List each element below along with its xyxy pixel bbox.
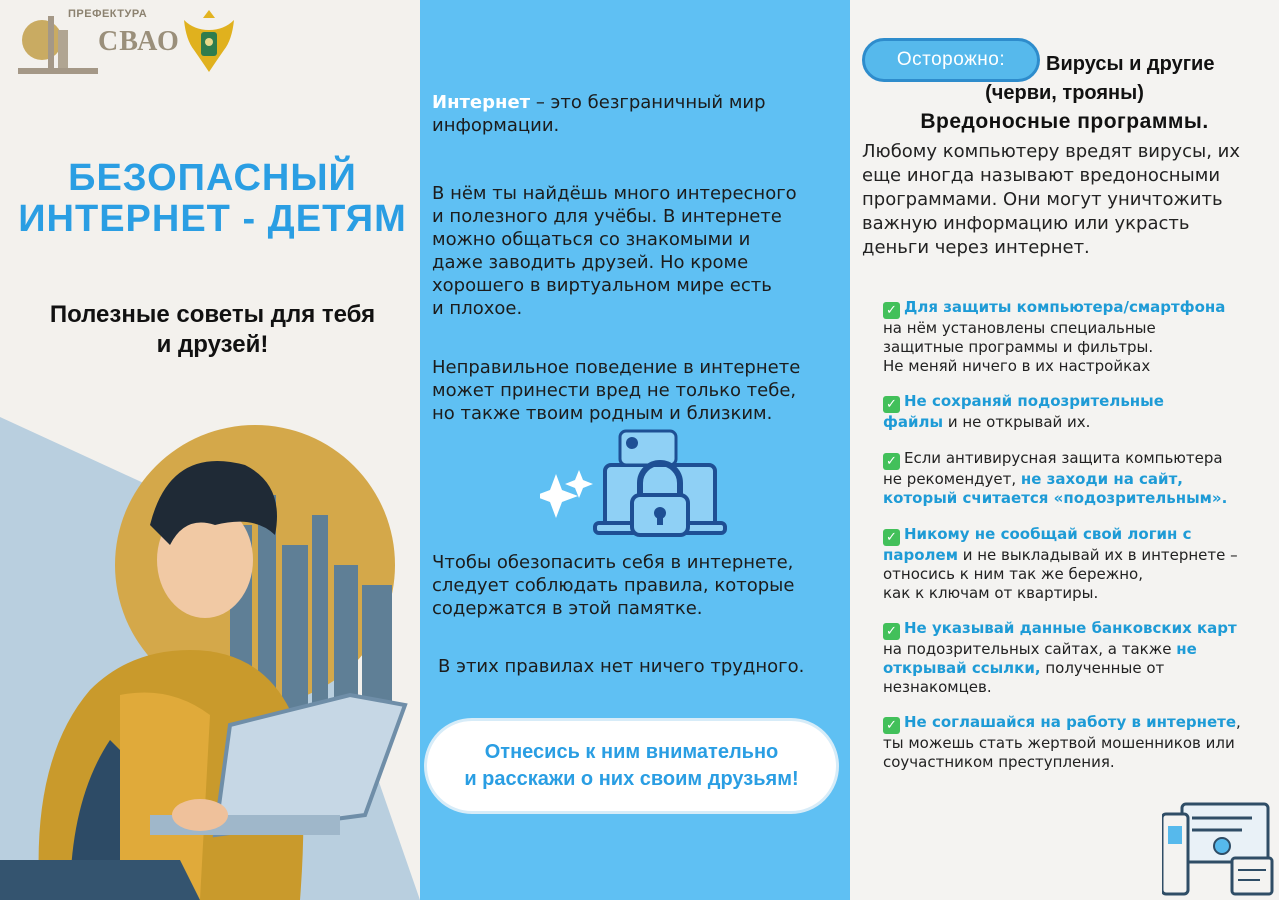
checkmark-icon: ✓: [883, 717, 900, 734]
tip-line: соучастником преступления.: [883, 753, 1115, 771]
tip-line: незнакомцев.: [883, 678, 992, 696]
main-title-line1: БЕЗОПАСНЫЙ: [68, 157, 357, 199]
checkmark-icon: ✓: [883, 396, 900, 413]
paragraph-harm: [432, 356, 837, 425]
tip-highlight: файлы: [883, 413, 944, 431]
tip-line: на нём установлены специальные: [883, 319, 1156, 337]
paragraph-line: следует соблюдать правила, которые: [432, 575, 795, 596]
tip-highlight: Никому не сообщай свой логин с: [904, 525, 1192, 543]
paragraph-line: можно общаться со знакомыми и: [432, 229, 751, 250]
middle-panel: [420, 0, 850, 900]
padlock-security-icon: [540, 425, 740, 540]
left-panel: [0, 0, 420, 900]
caution-badge: Осторожно:: [862, 38, 1040, 82]
heading-worms-trojans: (черви, трояны): [985, 82, 1144, 104]
paragraph-line: Чтобы обезопасить себя в интернете,: [432, 552, 794, 573]
heading-malware: Вредоносные программы.: [920, 110, 1209, 133]
internet-term: Интернет: [432, 92, 531, 113]
intro-line: еще иногда называют вредоносными: [862, 165, 1221, 186]
tip-highlight: паролем: [883, 546, 958, 564]
subtitle-line1: Полезные советы для тебя: [49, 301, 376, 328]
tip-line: и не открывай их.: [943, 413, 1091, 431]
tip-line: на подозрительных сайтах, а также: [883, 640, 1177, 658]
intro-line: Любому компьютеру вредят вирусы, их: [862, 141, 1240, 162]
tip-antivirus-warning: [883, 449, 1273, 508]
tip-line: и не выкладывай их в интернете –: [957, 546, 1238, 564]
main-title: [0, 158, 420, 240]
tip-line: полученные от: [1040, 659, 1165, 677]
paragraph-line: и плохое.: [432, 298, 523, 319]
right-panel: [850, 0, 1279, 900]
checkmark-icon: ✓: [883, 302, 900, 319]
intro-line: деньги через интернет.: [862, 237, 1090, 258]
heading-viruses: Вирусы и другие: [1046, 53, 1215, 75]
paragraph-line: Неправильное поведение в интернете: [432, 357, 801, 378]
prefecture-label: ПРЕФЕКТУРА: [68, 8, 148, 20]
paragraph-line: содержатся в этой памятке.: [432, 598, 703, 619]
paragraph-line: может принести вред не только тебе,: [432, 380, 797, 401]
checkmark-icon: ✓: [883, 453, 900, 470]
tip-highlight: который считается «подозрительным».: [883, 489, 1228, 507]
internet-definition-rest: – это безграничный мир: [530, 92, 766, 113]
tip-highlight: Для защиты компьютера/смартфона: [904, 298, 1226, 316]
double-headed-eagle-icon: [176, 6, 242, 78]
tip-highlight: не: [1176, 640, 1197, 658]
cta-line2: и расскажи о них своим друзьям!: [464, 768, 799, 790]
paragraph-line: хорошего в виртуальном мире есть: [432, 275, 772, 296]
checkmark-icon: ✓: [883, 529, 900, 546]
tip-line: ты можешь стать жертвой мошенников или: [883, 734, 1235, 752]
main-title-line2: ИНТЕРНЕТ - ДЕТЯМ: [18, 198, 407, 240]
tip-highlight: не заходи на сайт,: [1020, 470, 1183, 488]
tip-protection-software: [883, 298, 1273, 376]
devices-icon: [1162, 800, 1274, 898]
tip-highlight: Не сохраняй подозрительные: [904, 392, 1164, 410]
tip-suspicious-files: [883, 392, 1273, 432]
internet-definition: [432, 91, 837, 137]
paragraph-line: но также твоим родным и близким.: [432, 403, 773, 424]
intro-line: важную информацию или украсть: [862, 213, 1190, 234]
paragraph-easy: В этих правилах нет ничего трудного.: [438, 656, 805, 677]
boy-with-laptop-illustration: [0, 395, 420, 900]
tip-highlight: открывай ссылки,: [883, 659, 1041, 677]
tip-online-job: [883, 713, 1273, 772]
paragraph-line: В нём ты найдёшь много интересного: [432, 183, 797, 204]
call-to-action-banner: [424, 718, 839, 814]
subtitle-line2: и друзей!: [156, 331, 269, 358]
paragraph-line: даже заводить друзей. Но кроме: [432, 252, 749, 273]
tip-line: защитные программы и фильтры.: [883, 338, 1154, 356]
logos: [18, 6, 242, 78]
tip-login-password: [883, 525, 1273, 603]
internet-definition-line2: информации.: [432, 115, 560, 136]
paragraph-line: и полезного для учёбы. В интернете: [432, 206, 782, 227]
tip-line: Если антивирусная защита компьютера: [904, 449, 1223, 467]
tip-line: Не меняй ничего в их настройках: [883, 357, 1151, 375]
tip-highlight: Не соглашайся на работу в интернете: [904, 713, 1237, 731]
tip-highlight: Не указывай данные банковских карт: [904, 619, 1237, 637]
intro-line: программами. Они могут уничтожить: [862, 189, 1223, 210]
malware-intro: [862, 140, 1270, 260]
tip-line: не рекомендует,: [883, 470, 1021, 488]
tip-line: ,: [1236, 713, 1241, 731]
tip-line: как к ключам от квартиры.: [883, 584, 1099, 602]
paragraph-opportunities: [432, 182, 837, 320]
district-label: СВАО: [98, 26, 180, 57]
tip-line: относись к ним так же бережно,: [883, 565, 1143, 583]
checkmark-icon: ✓: [883, 623, 900, 640]
prefecture-logo: [18, 6, 180, 78]
tip-bank-cards: [883, 619, 1273, 697]
cta-line1: Отнесись к ним внимательно: [484, 741, 779, 763]
subtitle: [0, 300, 420, 360]
paragraph-rules: [432, 551, 837, 620]
